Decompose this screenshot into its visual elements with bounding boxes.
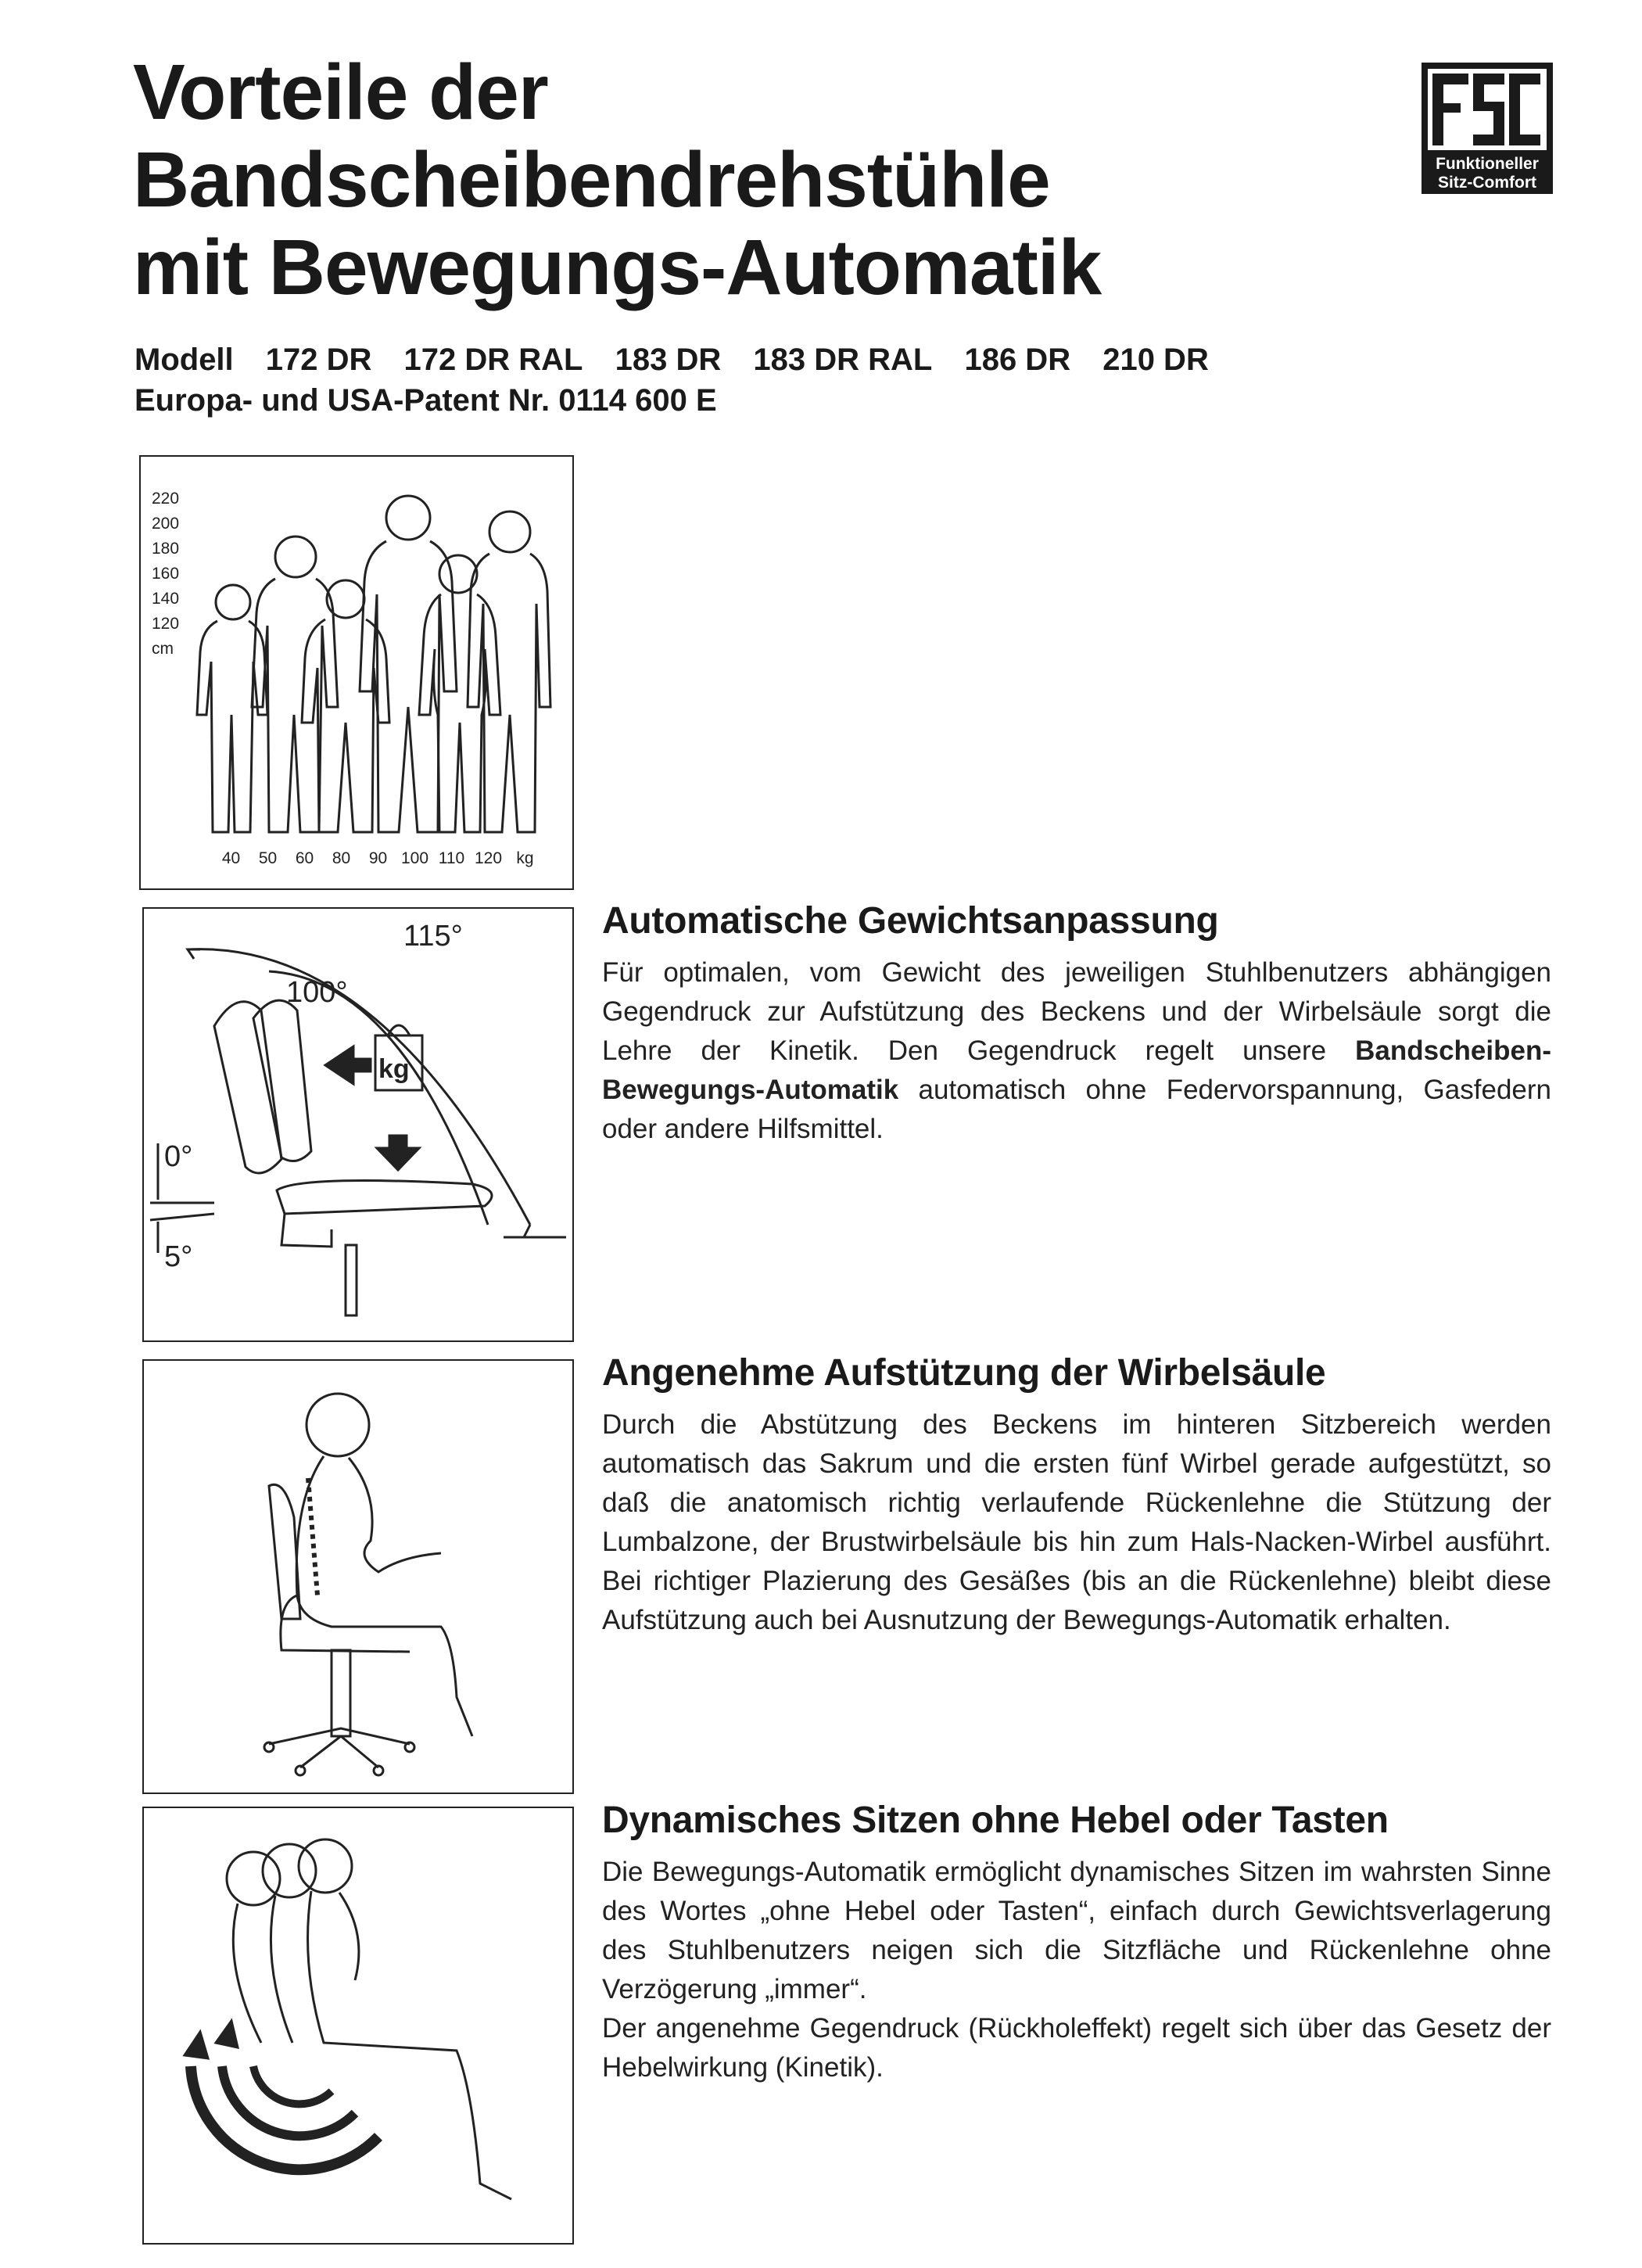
title-line-1: Vorteile der	[133, 48, 548, 136]
weight-tick: 120	[474, 849, 503, 867]
section-text-2: Der angenehme Gegendruck (Rückholeffekt) regelt sich über das Gesetz der Hebelwirkung (Kinetik).	[602, 2013, 1551, 2083]
person-silhouette-icon	[360, 496, 457, 832]
model-item: 172 DR	[265, 343, 372, 377]
section-text: Durch die Abstützung des Beckens im hinteren Sitzbereich werden automatisch das Sakrum und die ersten fünf Wirbel gerade aufgestützt, so daß die anatomisch richtig verlaufende Rückenlehne die Stützung der Lumbalzone, der Brustwirbelsäule bis hin zum Hals-Nacken-Wirbel ausführt. Bei richtiger Plazierung des Gesäßes (bis an die Rückenlehne) bleibt diese Aufstützung auch bei Ausnutzung der Bewegungs-Automatik erhalten.	[602, 1409, 1551, 1635]
model-label: Modell	[134, 343, 234, 377]
height-tick: 160	[152, 565, 180, 583]
weight-tick: 80	[332, 849, 351, 867]
weight-tick: 50	[258, 849, 278, 867]
height-unit: cm	[152, 640, 174, 658]
person-silhouette-icon	[252, 536, 338, 832]
section-text: Für optimalen, vom Gewicht des jeweiligen Stuhlbenutzers abhängigen Gegendruck zur Aufstützung des Beckens und der Wirbelsäule sorgt die Lehre der Kinetik. Den Gegendruck regelt unsere Bandscheiben-Bewegungs-Automatik automatisch ohne Federvorspannung, Gasfedern oder andere Hilfsmittel.	[602, 957, 1551, 1144]
person-silhouette-icon	[419, 555, 500, 832]
figure-body-sizes	[139, 455, 574, 890]
model-item: 183 DR RAL	[753, 343, 933, 377]
height-tick: 120	[152, 615, 180, 633]
seated-woman-spine-icon	[144, 1361, 572, 1793]
section-weight-adjustment	[602, 899, 1551, 1149]
angle-0-label: 0°	[164, 1140, 193, 1173]
model-item: 172 DR RAL	[403, 343, 583, 377]
weight-tick: 60	[295, 849, 314, 867]
title-line-2: Bandscheibendrehstühle	[133, 136, 1050, 224]
section-heading: Dynamisches Sitzen ohne Hebel oder Tasten	[602, 1800, 1389, 1841]
model-list	[134, 338, 1232, 382]
fsc-logo-icon	[1422, 63, 1553, 194]
angle-5-label: 5°	[164, 1240, 193, 1273]
angle-100-label: 100°	[286, 976, 348, 1009]
figure-dynamic-sitting	[142, 1807, 574, 2245]
title-line-3: mit Bewegungs-Automatik	[133, 224, 1102, 311]
figure-chair-angles	[142, 907, 574, 1342]
model-item: 210 DR	[1102, 343, 1209, 377]
section-spine-support	[602, 1351, 1551, 1640]
weight-tick: 40	[221, 849, 241, 867]
height-tick: 200	[152, 515, 180, 533]
weight-scale	[213, 849, 543, 868]
model-item: 183 DR	[615, 343, 722, 377]
model-item: 186 DR	[964, 343, 1071, 377]
figure-spine-support	[142, 1359, 574, 1794]
chair-tilt-diagram-icon	[144, 909, 572, 1340]
weight-tick: 100	[400, 849, 429, 867]
section-dynamic-sitting	[602, 1799, 1551, 2087]
section-heading: Automatische Gewichtsanpassung	[602, 900, 1219, 942]
section-text-bold: Bandscheiben-Bewegungs-Automatik	[602, 1035, 1551, 1105]
people-silhouettes-icon	[141, 457, 572, 888]
height-tick: 140	[152, 590, 180, 608]
height-tick: 180	[152, 540, 180, 558]
logo-line-2: Sitz-Comfort	[1438, 174, 1536, 192]
weight-tick: 110	[438, 849, 465, 867]
angle-115-label: 115°	[403, 920, 463, 953]
page-title	[133, 48, 1101, 311]
dynamic-sitting-motion-icon	[144, 1808, 572, 2243]
height-tick: 220	[152, 490, 180, 508]
patent-line: Europa- und USA-Patent Nr. 0114 600 E	[134, 383, 717, 418]
weight-kg-label: kg	[378, 1054, 410, 1084]
weight-tick: 90	[368, 849, 388, 867]
weight-unit: kg	[516, 849, 534, 867]
logo-line-1: Funktioneller	[1436, 155, 1539, 173]
section-text: Die Bewegungs-Automatik ermöglicht dynamisches Sitzen im wahrsten Sinne des Wortes „ohne Hebel oder Tasten“, einfach durch Gewichtsverlagerung des Stuhlbenutzers neigen sich die Sitzfläche und Rückenlehne ohne Verzögerung „immer“.	[602, 1857, 1551, 2004]
section-heading: Angenehme Aufstützung der Wirbelsäule	[602, 1352, 1326, 1394]
